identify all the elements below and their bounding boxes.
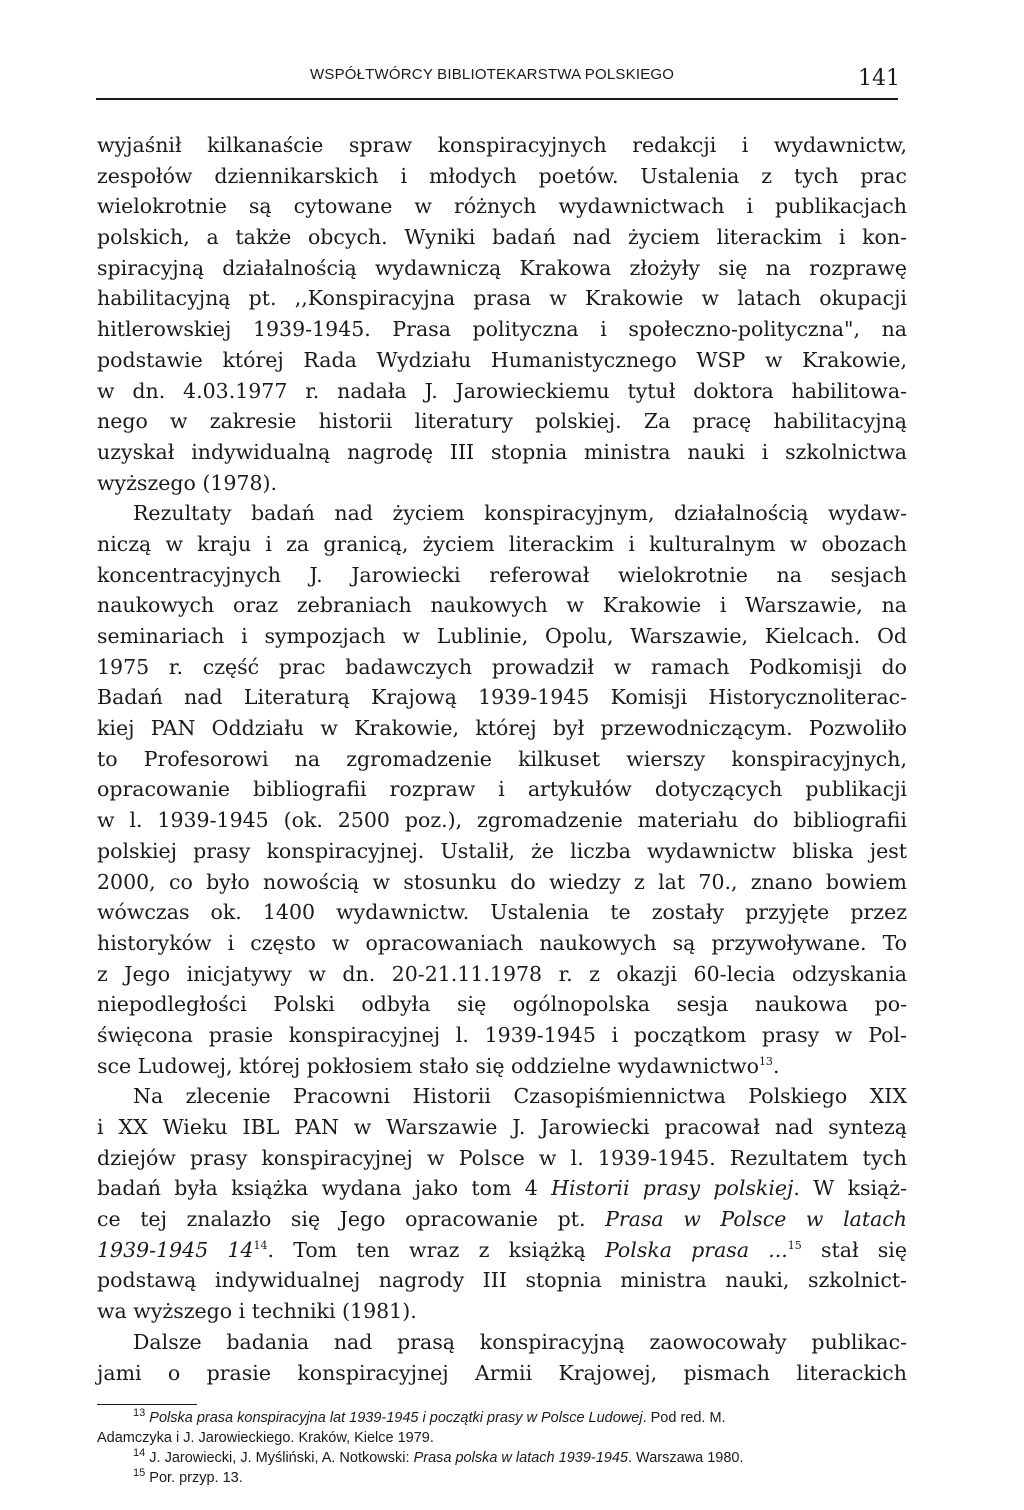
text-segment: ce tej znalazło się Jego opracowanie pt. (97, 1207, 586, 1232)
footnote-ref-13[interactable]: 13 (758, 1054, 773, 1068)
footnote-ref-15[interactable]: 15 (787, 1238, 802, 1252)
text-segment: . W książ- (793, 1176, 908, 1201)
text-line: wyższego (1978). (97, 470, 278, 495)
text-line: seminariach i sympozjach w Lublinie, Opolu, Warszawie, Kielcach. Od (97, 624, 907, 648)
footnote-text: . Warszawa 1980. (627, 1450, 744, 1466)
running-title: WSPÓŁTWÓRCY BIBLIOTEKARSTWA POLSKIEGO (310, 66, 675, 83)
text-line: nego w zakresie historii literatury polskiej. Za pracę habilitacyjną (97, 409, 907, 434)
text-line: Dalsze badania nad prasą konspiracyjną zaowocowały publikac- (133, 1329, 907, 1354)
footnote-number: 13 (133, 1407, 146, 1420)
body-text (97, 130, 907, 1388)
footnote-ref-14[interactable]: 14 (253, 1238, 268, 1252)
text-line: niczą w kraju i za granicą, życiem literackim i kulturalnym w obozach (97, 531, 907, 556)
footnote-title: Polska prasa konspiracyjna lat 1939-1945 i początki prasy w Polsce Ludowej (149, 1410, 643, 1426)
text-line: wielokrotnie są cytowane w różnych wydawnictwach i publikacjach (97, 194, 907, 219)
text-line: wówczas ok. 1400 wydawnictw. Ustalenia te zostały przyjęte przez (97, 900, 907, 925)
text-line: hitlerowskiej 1939-1945. Prasa polityczna i społeczno-polityczna", na (97, 317, 907, 342)
page-number: 141 (858, 66, 900, 91)
text-line: Badań nad Literaturą Krajową 1939-1945 Komisji Historycznoliterac- (97, 685, 907, 710)
text-line: Na zlecenie Pracowni Historii Czasopiśmiennictwa Polskiego XIX (133, 1084, 907, 1109)
footnote-14 (97, 1448, 907, 1468)
text-segment: badań była książka wydana jako tom 4 (97, 1176, 538, 1201)
footnote-title: Prasa polska w latach 1939-1945 (413, 1450, 628, 1466)
text-line: w l. 1939-1945 (ok. 2500 poz.), zgromadzenie materiału do bibliografii (97, 808, 907, 833)
text-line: 1975 r. część prac badawczych prowadził w ramach Podkomisji do (97, 654, 907, 679)
text-line: z Jego inicjatywy w dn. 20-21.11.1978 r. z okazji 60-lecia odzyskania (97, 961, 907, 986)
footnote-number: 15 (133, 1467, 146, 1480)
header-rule (96, 98, 898, 100)
footnote-separator (97, 1404, 197, 1405)
italic-title: 1939-1945 14 (97, 1237, 254, 1262)
footnote-13 (97, 1408, 907, 1428)
text-line: 2000, co było nowością w stosunku do wiedzy z lat 70., znano bowiem (97, 869, 907, 894)
footnote-number: 14 (133, 1447, 146, 1460)
text-line: wa wyższego i techniki (1981). (97, 1299, 417, 1324)
italic-title: Prasa w Polsce w latach (605, 1207, 907, 1232)
footnote-text: J. Jarowiecki, J. Myśliński, A. Notkowski: (149, 1450, 414, 1466)
text-segment: stał się (801, 1237, 908, 1262)
text-line: historyków i często w opracowaniach naukowych są przywoływane. To (97, 930, 907, 955)
italic-title: Historii prasy polskiej (551, 1176, 794, 1201)
text-line (97, 1173, 907, 1204)
text-line (97, 1204, 907, 1235)
text-line: niepodległości Polski odbyła się ogólnopolska sesja naukowa po- (97, 992, 907, 1017)
text-line: jami o prasie konspiracyjnej Armii Krajowej, pismach literackich (97, 1360, 907, 1385)
footnote-text: . Pod red. M. (642, 1410, 726, 1426)
italic-title: Polska prasa ... (604, 1237, 788, 1262)
footnotes (97, 1408, 907, 1488)
text-line: dziejów prasy konspiracyjnej w Polsce w l. 1939-1945. Rezultatem tych (97, 1145, 907, 1170)
text-line: wyjaśnił kilkanaście spraw konspiracyjnych redakcji i wydawnictw, (97, 133, 907, 157)
text-segment: sce Ludowej, której pokłosiem stało się oddzielne wydawnictwo (97, 1053, 759, 1078)
text-line: naukowych oraz zebraniach naukowych w Krakowie i Warszawie, na (97, 593, 907, 618)
text-line: i XX Wieku IBL PAN w Warszawie J. Jarowiecki pracował nad syntezą (97, 1115, 907, 1139)
text-line: święcona prasie konspiracyjnej l. 1939-1945 i początkom prasy w Pol- (97, 1022, 907, 1047)
text-line: uzyskał indywidualną nagrodę III stopnia ministra nauki i szkolnictwa (97, 439, 907, 464)
text-line: koncentracyjnych J. Jarowiecki referował wielokrotnie na sesjach (97, 562, 907, 587)
footnote-15 (97, 1468, 907, 1488)
text-line: spiracyjną działalnością wydawniczą Krakowa złożyły się na rozprawę (97, 255, 907, 280)
text-line: zespołów dziennikarskich i młodych poetów. Ustalenia z tych prac (97, 163, 907, 188)
text-line (97, 1235, 907, 1266)
text-line: polskich, a także obcych. Wyniki badań nad życiem literackim i kon- (97, 225, 907, 250)
text-line: opracowanie bibliografii rozpraw i artykułów dotyczących publikacji (97, 777, 907, 802)
footnote-13-cont: Adamczyka i J. Jarowieckiego. Kraków, Kielce 1979. (97, 1430, 434, 1446)
text-line: sce Ludowej, której pokłosiem stało się oddzielne wydawnictwo$^{13}$. (97, 1053, 780, 1078)
text-line: kiej PAN Oddziału w Krakowie, której był przewodniczącym. Pozwoliło (97, 716, 907, 741)
text-line: to Profesorowi na zgromadzenie kilkuset wierszy konspiracyjnych, (97, 746, 907, 771)
footnote-text: Por. przyp. 13. (149, 1470, 243, 1486)
text-line: habilitacyjną pt. ,,Konspiracyjna prasa w Krakowie w latach okupacji (97, 286, 907, 311)
text-segment: . Tom ten wraz z książką (267, 1237, 586, 1262)
text-line: w dn. 4.03.1977 r. nadała J. Jarowieckiemu tytuł doktora habilitowa- (97, 378, 907, 403)
text-line: podstawą indywidualnej nagrody III stopnia ministra nauki, szkolnict- (97, 1268, 907, 1293)
text-line: polskiej prasy konspiracyjnej. Ustalił, że liczba wydawnictw bliska jest (97, 838, 907, 863)
text-line: podstawie której Rada Wydziału Humanistycznego WSP w Krakowie, (97, 347, 907, 372)
text-line: Rezultaty badań nad życiem konspiracyjnym, działalnością wydaw- (133, 501, 907, 526)
